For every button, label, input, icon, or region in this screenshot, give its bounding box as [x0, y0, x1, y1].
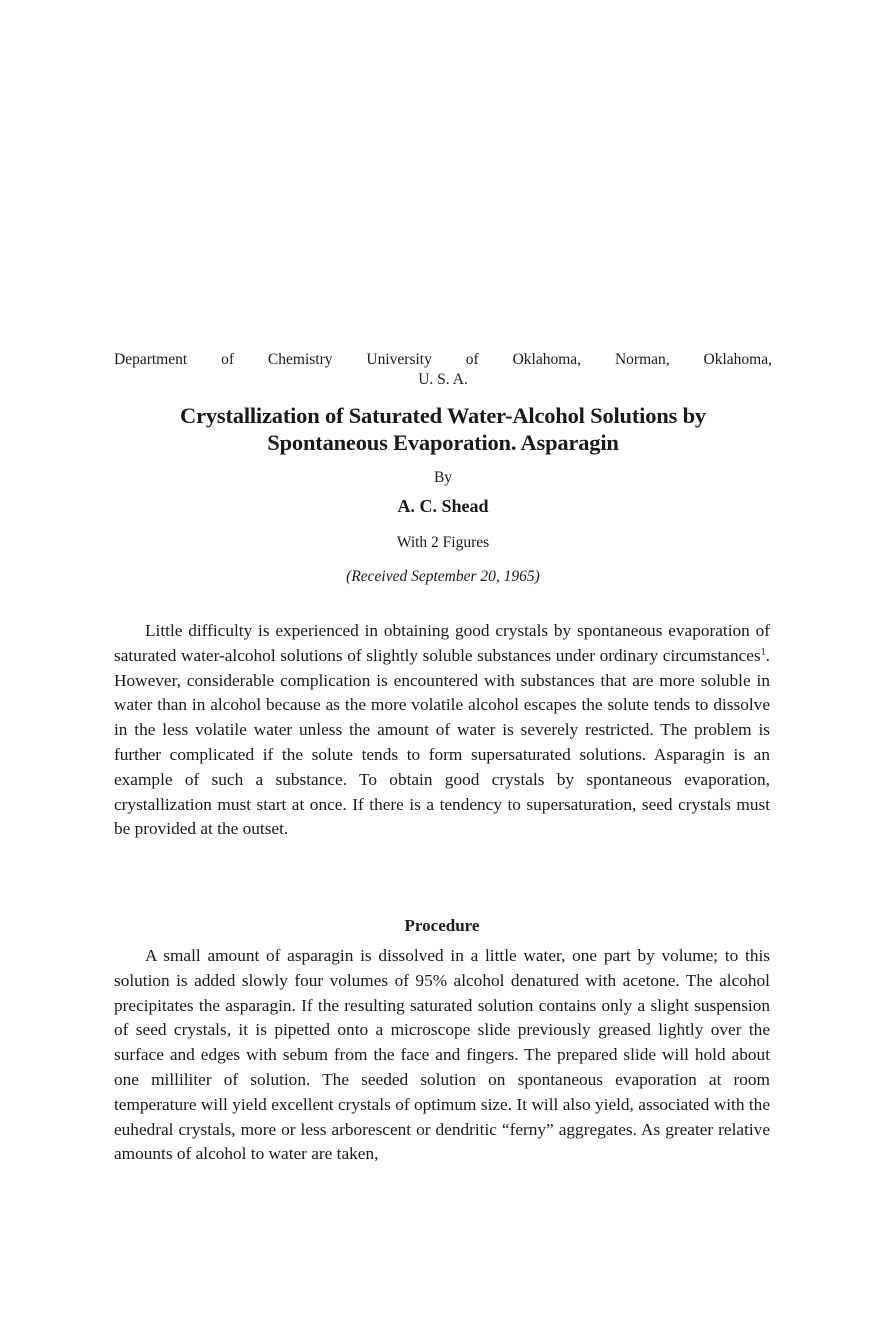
figures-note: With 2 Figures — [396, 534, 490, 551]
received-date: (Received September 20, 1965) — [346, 568, 540, 585]
affiliation — [114, 350, 772, 390]
article-title-line-2: Spontaneous Evaporation. Asparagin — [267, 430, 619, 455]
article-title-line-1: Crystallization of Saturated Water-Alcohol Solutions by — [180, 403, 706, 428]
affiliation-line-2: U. S. A. — [418, 371, 468, 388]
byline-by: By — [433, 469, 453, 486]
intro-text-before-ref: Little difficulty is experienced in obtaining good crystals by spontaneous evaporation of saturated water-alcohol solutions of slightly soluble substances under ordinary circumstances — [114, 621, 770, 665]
affiliation-line-1: Department of Chemistry University of Oklahoma, Norman, Oklahoma, — [114, 351, 772, 368]
article-title — [114, 402, 772, 456]
procedure-paragraph: A small amount of asparagin is dissolved in a little water, one part by volume; to this solution is added slowly four volumes of 95% alcohol denatured with acetone. The alcohol precipitates the asparagin. If the resulting saturated solution contains only a slight suspension of seed crystals, it is pipetted onto a microscope slide previously greased lightly over the surface and edges with sebum from the face and fingers. The prepared slide will hold about one milliliter of solution. The seeded solution on spontaneous evaporation at room temperature will yield excellent crystals of optimum size. It will also yield, associated with the euhedral crystals, more or less arborescent or dendritic “ferny” aggregates. As greater relative amounts of alcohol to water are taken, — [114, 946, 770, 1164]
intro-text-after-ref: . However, considerable complication is encountered with substances that are more soluble in water than in alcohol because as the more volatile alcohol escapes the solute tends to dissolve in the less volatile water unless the amount of water is severely restricted. The problem is further complicated if the solute tends to form supersaturated solutions. Asparagin is an example of such a substance. To obtain good crystals by spontaneous evaporation, crystallization must start at once. If there is a tendency to supersaturation, seed crystals must be provided at the outset. — [114, 645, 770, 839]
intro-paragraph — [114, 619, 770, 842]
footnote-ref: 1 — [760, 646, 766, 658]
author-name: A. C. Shead — [397, 496, 489, 516]
section-heading-procedure: Procedure — [404, 916, 480, 935]
